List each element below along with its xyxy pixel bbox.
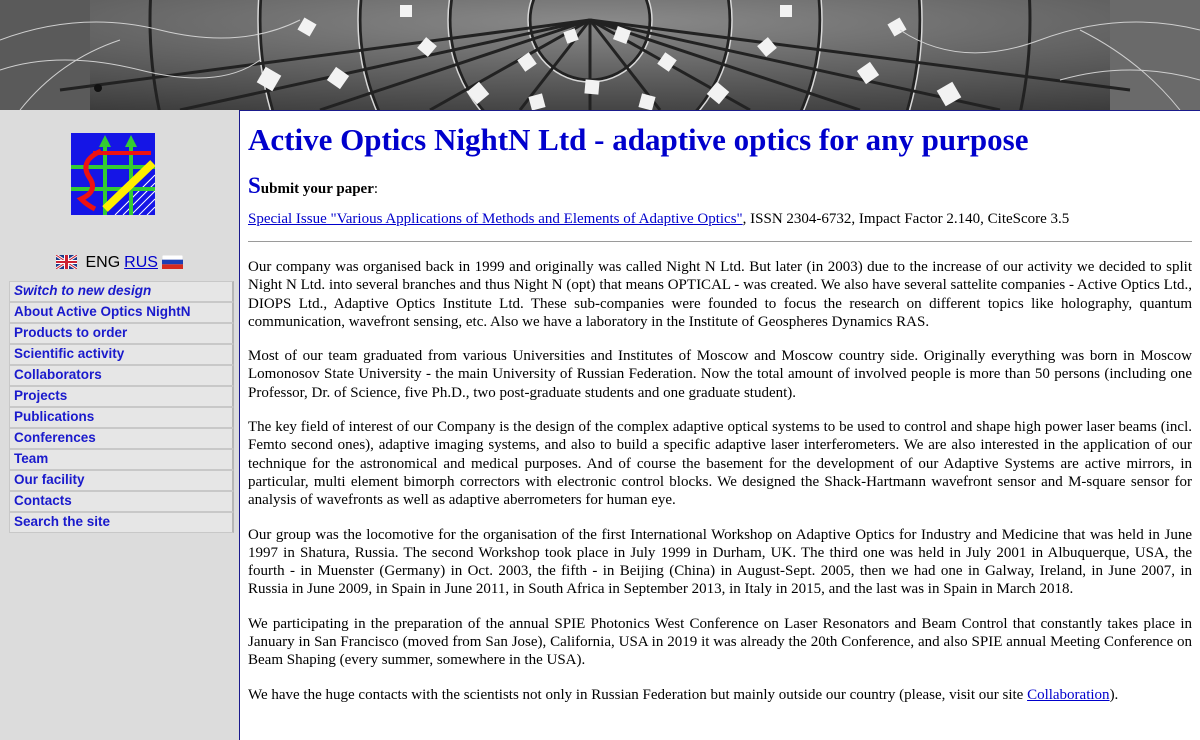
paragraph-spie: We participating in the preparation of the annual SPIE Photonics West Conference on Laser Resonators and Beam Control that constantly takes place in January in San Francisco (moved from San Jose), California, USA in 2019 it was already the 20th Conference, and also SPIE annual Meeting Conference on Beam Shaping (every summer, somewhere in the USA).	[248, 615, 1192, 669]
nav-item-facility[interactable]: Our facility	[9, 470, 234, 491]
paragraph-company-history: Our company was organised back in 1999 and originally was called Night N Ltd. But later (in 2003) due to the increase of our activity we decided to split Night N Ltd. into several branches and thus Night N (opt) that means OPTICAL - was created. We also have several sattelite companies - Active Optics Ltd., DIOPS Ltd., Adaptive Optics Institute Ltd. These sub-companies were founded to focus the research on different topics like holography, quantum communication, wavefront sensing, etc. Also we have a laboratory in the Institute of Geospheres Dynamics RAS.	[248, 259, 1192, 330]
paragraph-workshops: Our group was the locomotive for the organisation of the first International Workshop on Adaptive Optics for Industry and Medicine that was held in June 1997 in Shatura, Russia. The second Workshop took place in July 1999 in Durham, UK. The third one was held in July 2001 in Albuquerque, USA, the fourth - in Muenster (Germany) in Oct. 2003, the fifth - in Beijing (China) in August-Sept. 2005, then we had one in Galway, Ireland, in June 2007, in Russia in June 2009, in Spain in June 2011, in South Africa in September 2013, in Italy in 2015, and the last was in Spain in March 2018.	[248, 526, 1192, 598]
nav-item-products[interactable]: Products to order	[9, 323, 234, 344]
language-link-rus[interactable]: RUS	[124, 254, 158, 271]
submit-colon: :	[373, 181, 379, 197]
paragraph-contacts	[248, 686, 1192, 704]
submit-paper-heading	[248, 175, 1192, 200]
sidebar	[0, 110, 239, 740]
contacts-end: ).	[1109, 686, 1119, 703]
special-issue-details: , ISSN 2304-6732, Impact Factor 2.140, CiteScore 3.5	[742, 211, 1070, 227]
collaboration-link[interactable]: Collaboration	[1027, 686, 1110, 703]
section-divider	[248, 241, 1192, 242]
nav-item-projects[interactable]: Projects	[9, 386, 234, 407]
uk-flag-icon[interactable]	[56, 255, 77, 269]
content-left-border	[239, 110, 240, 740]
contacts-text: We have the huge contacts with the scientists not only in Russian Federation but mainly outside our country (please, visit our site	[248, 686, 1028, 703]
paragraph-team: Most of our team graduated from various Universities and Institutes of Moscow and Moscow country side. Originally everything was born in Moscow Lomonosov State University - the main University of Russian Federation. Now the total amount of involved people is more than 50 persons (including one Professor, Dr. of Science, five Ph.D., two post-graduate students and one graduate student).	[248, 348, 1192, 401]
page-title: Active Optics NightN Ltd - adaptive optics for any purpose	[248, 122, 1029, 157]
nav-item-contacts[interactable]: Contacts	[9, 491, 234, 512]
submit-text: ubmit your paper	[260, 181, 374, 197]
nav-item-search[interactable]: Search the site	[9, 512, 234, 533]
nav-item-scientific-activity[interactable]: Scientific activity	[9, 344, 234, 365]
nav-item-switch-design[interactable]: Switch to new design	[9, 281, 234, 302]
segmented-mirror-banner-image	[0, 0, 1200, 110]
nav-item-publications[interactable]: Publications	[9, 407, 234, 428]
nav-item-collaborators[interactable]: Collaborators	[9, 365, 234, 386]
special-issue-link[interactable]: Special Issue "Various Applications of Methods and Elements of Adaptive Optics"	[248, 211, 743, 227]
russia-flag-icon[interactable]	[162, 255, 183, 269]
nightn-logo-icon[interactable]	[71, 133, 155, 215]
language-switcher	[0, 253, 239, 273]
submit-initial: S	[248, 173, 261, 198]
nav-item-conferences[interactable]: Conferences	[9, 428, 234, 449]
paragraph-field-of-interest: The key field of interest of our Company is the design of the complex adaptive optical systems to be used to control and shape high power laser beams (incl. Femto second ones), adaptive imaging systems, and also to build a specific adaptive laser interferometers. We are also interested in the application of our technique for the astronomical and medical purposes. And of course the basement for the development of our Adaptive Systems are active mirrors, in particular, multi element bimorph correctors with electronic control blocks. We designed the Shack-Hartmann wavefront sensor and M-square sensor for analysis of wavefronts as well as adaptive aberrometers for human eye.	[248, 419, 1192, 509]
nav-item-about[interactable]: About Active Optics NightN	[9, 302, 234, 323]
nav-item-team[interactable]: Team	[9, 449, 234, 470]
sidebar-nav	[9, 281, 234, 533]
main-content	[248, 110, 1192, 704]
header-banner	[0, 0, 1200, 110]
special-issue-line	[248, 209, 1192, 229]
language-current: ENG	[85, 254, 121, 271]
